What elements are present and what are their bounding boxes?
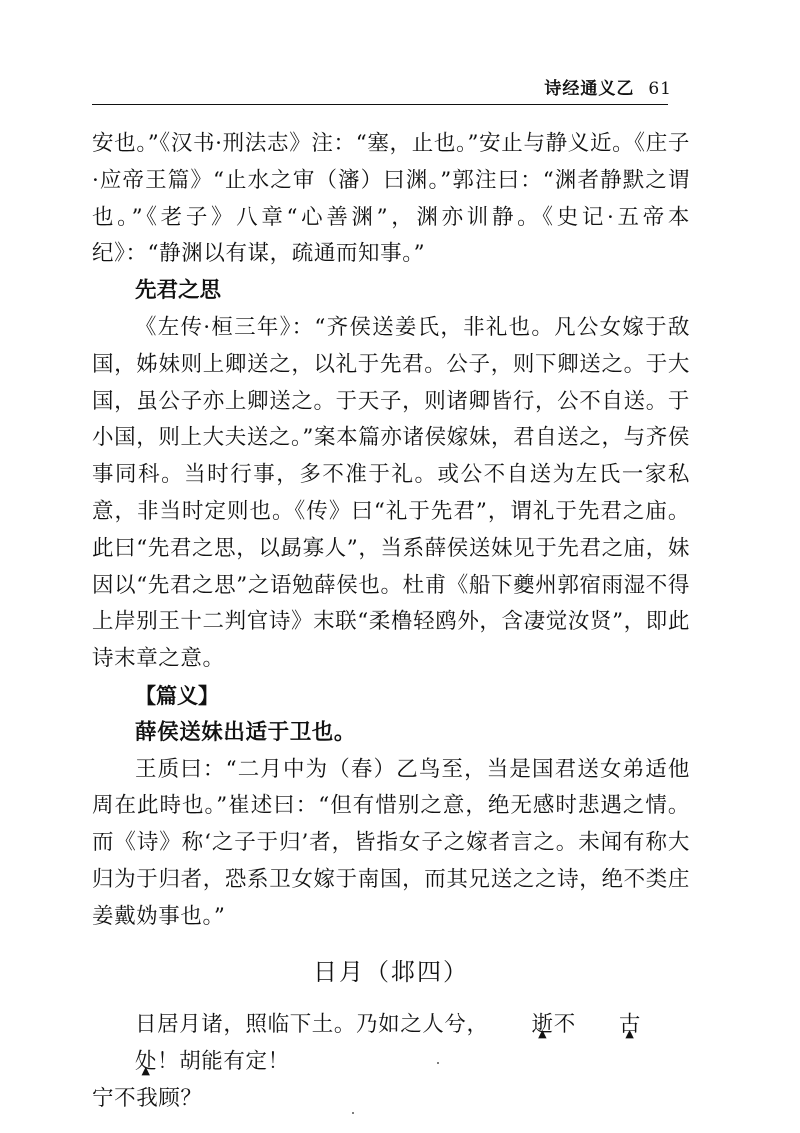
poem-line-2: 宁不我顾？ [92, 1085, 203, 1111]
running-head [544, 74, 672, 99]
poem-text-a: 日居月诸，照临下土。乃如之人兮， [135, 1011, 489, 1037]
page-header [0, 72, 800, 102]
poem-text-b: 不 [553, 1011, 576, 1037]
scan-speck [437, 1062, 439, 1064]
header-rule [92, 104, 668, 105]
paragraph-summary: 薛侯送妹出适于卫也。 [135, 719, 357, 745]
page-body [92, 126, 690, 1117]
poem-line-1 [92, 1006, 690, 1080]
section-heading-pianyi: 【篇义】 [135, 683, 219, 708]
marked-char-1: 逝 ▲ [489, 1006, 554, 1043]
paragraph-wangzhi: 王质曰：“二月中为（春）乙鸟至，当是国君送女弟适他周在此時也。”崔述曰：“但有惜别之意，绝无感时悲遇之情。而《诗》称‘之子于归’者，皆指女子之嫁者言之。未闻有称大归为于归者，恐系卫女嫁于南国，而其兄送之之诗，绝不类庄姜戴妫事也。” [92, 756, 690, 929]
poem-text-c: ！胡能有定！ [157, 1048, 290, 1074]
book-title: 诗经通义乙 [544, 79, 635, 99]
section-heading-xianjun: 先君之思 [135, 278, 222, 304]
poem-title: 日月（邶四） [313, 957, 469, 986]
page-number: 61 [648, 79, 672, 99]
marked-char-2: 古 ▲ [576, 1006, 641, 1043]
scan-speck [352, 1112, 354, 1114]
paragraph-zuozhuan: 《左传·桓三年》：“齐侯送姜氏，非礼也。凡公女嫁于敌国，姊妹则上卿送之，以礼于先君。公子，则下卿送之。于大国，虽公子亦上卿送之。于天子，则诸卿皆行，公不自送。于小国，则上大夫送之。”案本篇亦诸侯嫁妹，君自送之，与齐侯事同科。当时行事，多不准于礼。或公不自送为左氏一家私意，非当时定则也。《传》曰“礼于先君”，谓礼于先君之庙。此曰“先君之思，以勗寡人”，当系薛侯送妹见于先君之庙，妹因以“先君之思”之语勉薛侯也。杜甫《船下夔州郭宿雨湿不得上岸别王十二判官诗》末联“柔橹轻鸥外，含凄觉汝贤”，即此诗末章之意。 [92, 314, 690, 672]
marked-char-3: 处 ▲ [92, 1043, 157, 1080]
paragraph-continuation: 安也。”《汉书·刑法志》注：“塞，止也。”安止与静义近。《庄子·应帝王篇》“止水之审（瀋）曰渊。”郭注曰：“渊者静默之谓也。”《老子》八章“心善渊”，渊亦训静。《史记·五帝本纪》：“静渊以有谋，疏通而知事。” [92, 131, 690, 267]
